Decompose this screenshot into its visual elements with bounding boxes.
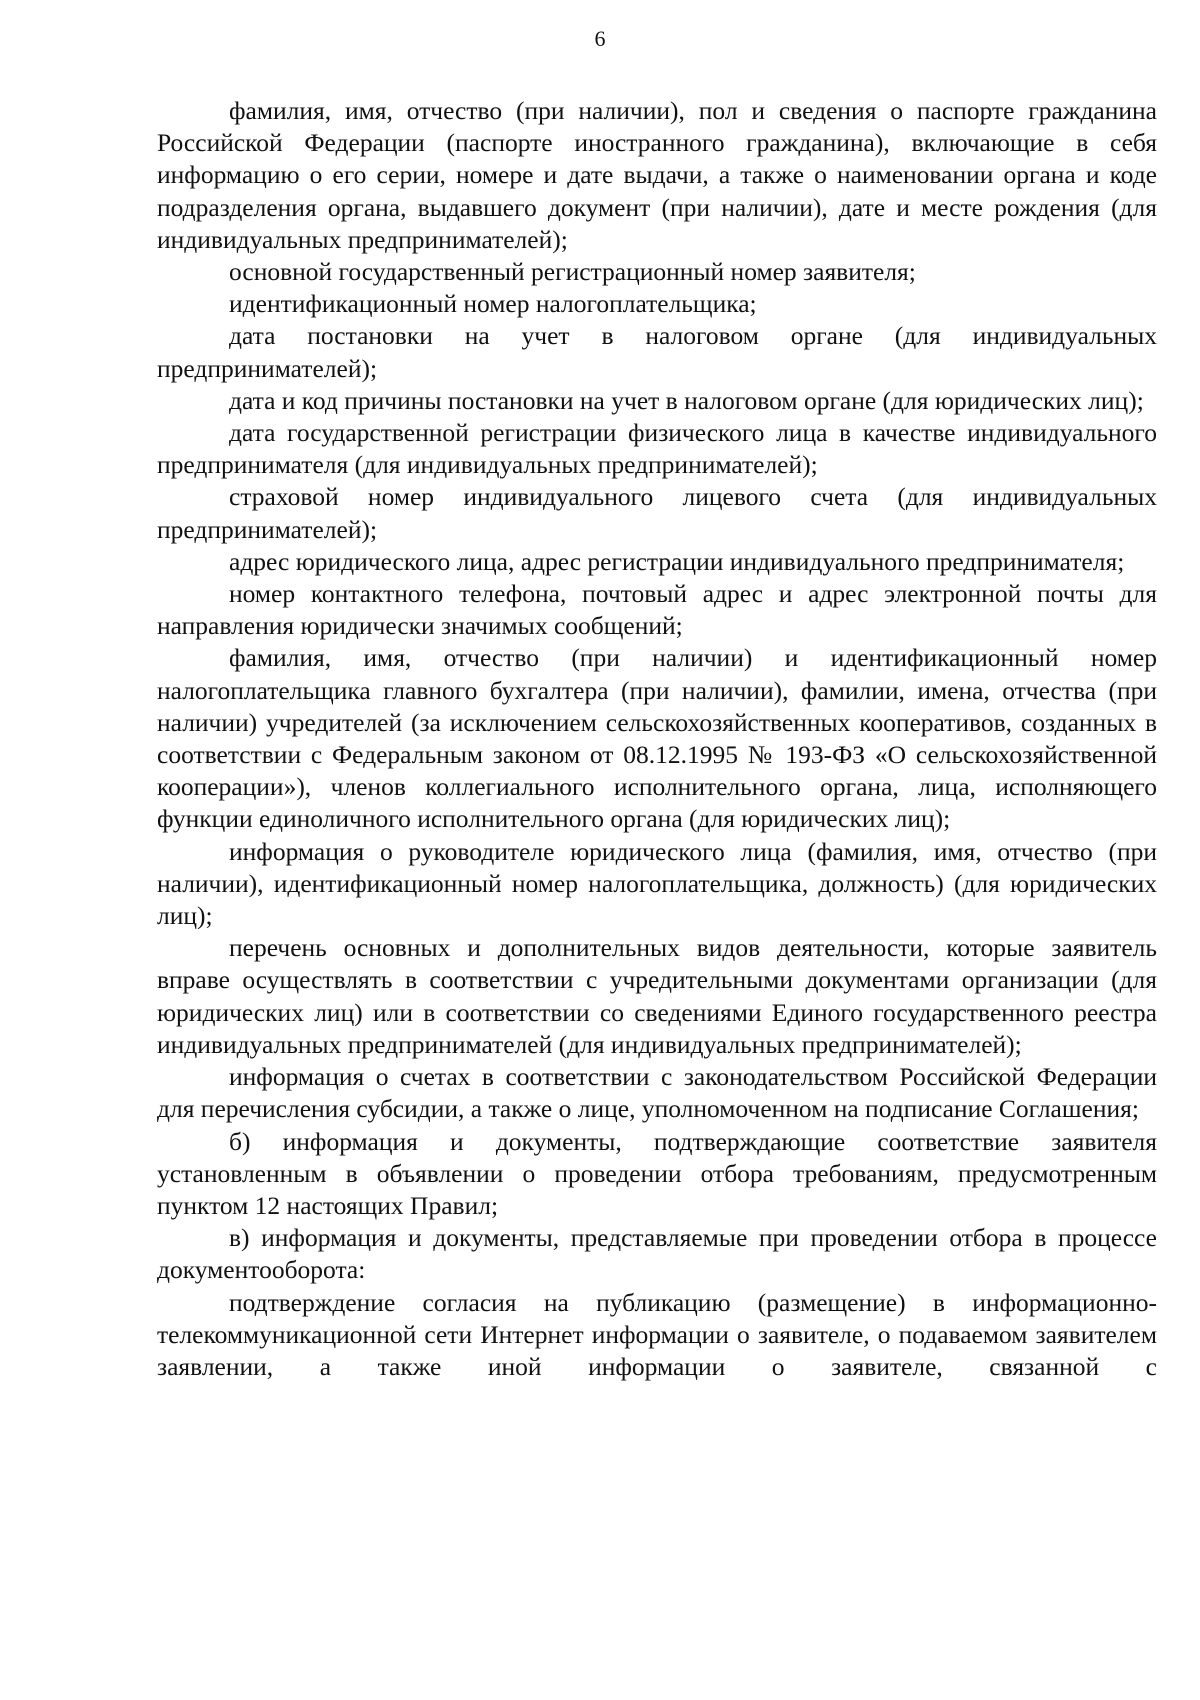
paragraph-passport-info: фамилия, имя, отчество (при наличии), пол и сведения о паспорте гражданина Российской Федерации (паспорте иностранного гражданина), включающие в себя информацию о его серии, номере и дате выдачи, а также о наименовании органа и коде подразделения органа, выдавшего документ (при наличии), дате и месте рождения (для индивидуальных предпринимателей); — [157, 96, 1157, 254]
paragraph-tax-registration-date-ip: дата постановки на учет в налоговом органе (для индивидуальных предпринимателей); — [157, 321, 1157, 383]
paragraph-accounts: информация о счетах в соответствии с законодательством Российской Федерации для перечисления субсидии, а также о лице, уполномоченном на подписание Соглашения; — [157, 1062, 1157, 1124]
paragraph-snils: страховой номер индивидуального лицевого счета (для индивидуальных предпринимателей); — [157, 482, 1157, 544]
paragraph-head-info: информация о руководителе юридического лица (фамилия, имя, отчество (при наличии), идентификационный номер налогоплательщика, должность) (для юридических лиц); — [157, 836, 1157, 931]
paragraph-address: адрес юридического лица, адрес регистрации индивидуального предпринимателя; — [229, 546, 1125, 576]
paragraph-activities: перечень основных и дополнительных видов деятельности, которые заявитель вправе осуществлять в соответствии с учредительными документами организации (для юридических лиц) или в соответствии со сведениями Единого государственного реестра индивидуальных предпринимателей (для индивидуальных предпринимателей); — [157, 933, 1157, 1059]
page-number: 6 — [594, 26, 606, 51]
paragraph-inn: идентификационный номер налогоплательщика; — [229, 289, 757, 319]
paragraph-ogrn: основной государственный регистрационный номер заявителя; — [229, 257, 916, 287]
paragraph-item-b: б) информация и документы, подтверждающие соответствие заявителя установленным в объявлении о проведении отбора требованиям, предусмотренным пунктом 12 настоящих Правил; — [157, 1126, 1157, 1220]
paragraph-state-registration-date: дата государственной регистрации физического лица в качестве индивидуального предпринимателя (для индивидуальных предпринимателей); — [157, 418, 1157, 480]
document-body — [157, 95, 1157, 1383]
paragraph-item-v: в) информация и документы, представляемые при проведении отбора в процессе документооборота: — [157, 1223, 1157, 1285]
paragraph-publication-consent: подтверждение согласия на публикацию (размещение) в информационно-телекоммуникационной сети Интернет информации о заявителе, о подаваемом заявителем заявлении, а также иной информации о заявителе, связанной с — [157, 1287, 1157, 1381]
paragraph-accountant-founders: фамилия, имя, отчество (при наличии) и идентификационный номер налогоплательщика главного бухгалтера (при наличии), фамилии, имена, отчества (при наличии) учредителей (за исключением сельскохозяйственных кооперативов, созданных в соответствии с Федеральным законом от 08.12.1995 № 193-ФЗ «О сельскохозяйственной кооперации»), членов коллегиального исполнительного органа, лица, исполняющего функции единоличного исполнительного органа (для юридических лиц); — [157, 643, 1157, 834]
paragraph-tax-registration-kpp: дата и код причины постановки на учет в налоговом органе (для юридических лиц); — [229, 385, 1144, 415]
paragraph-contacts: номер контактного телефона, почтовый адрес и адрес электронной почты для направления юридически значимых сообщений; — [157, 579, 1157, 641]
